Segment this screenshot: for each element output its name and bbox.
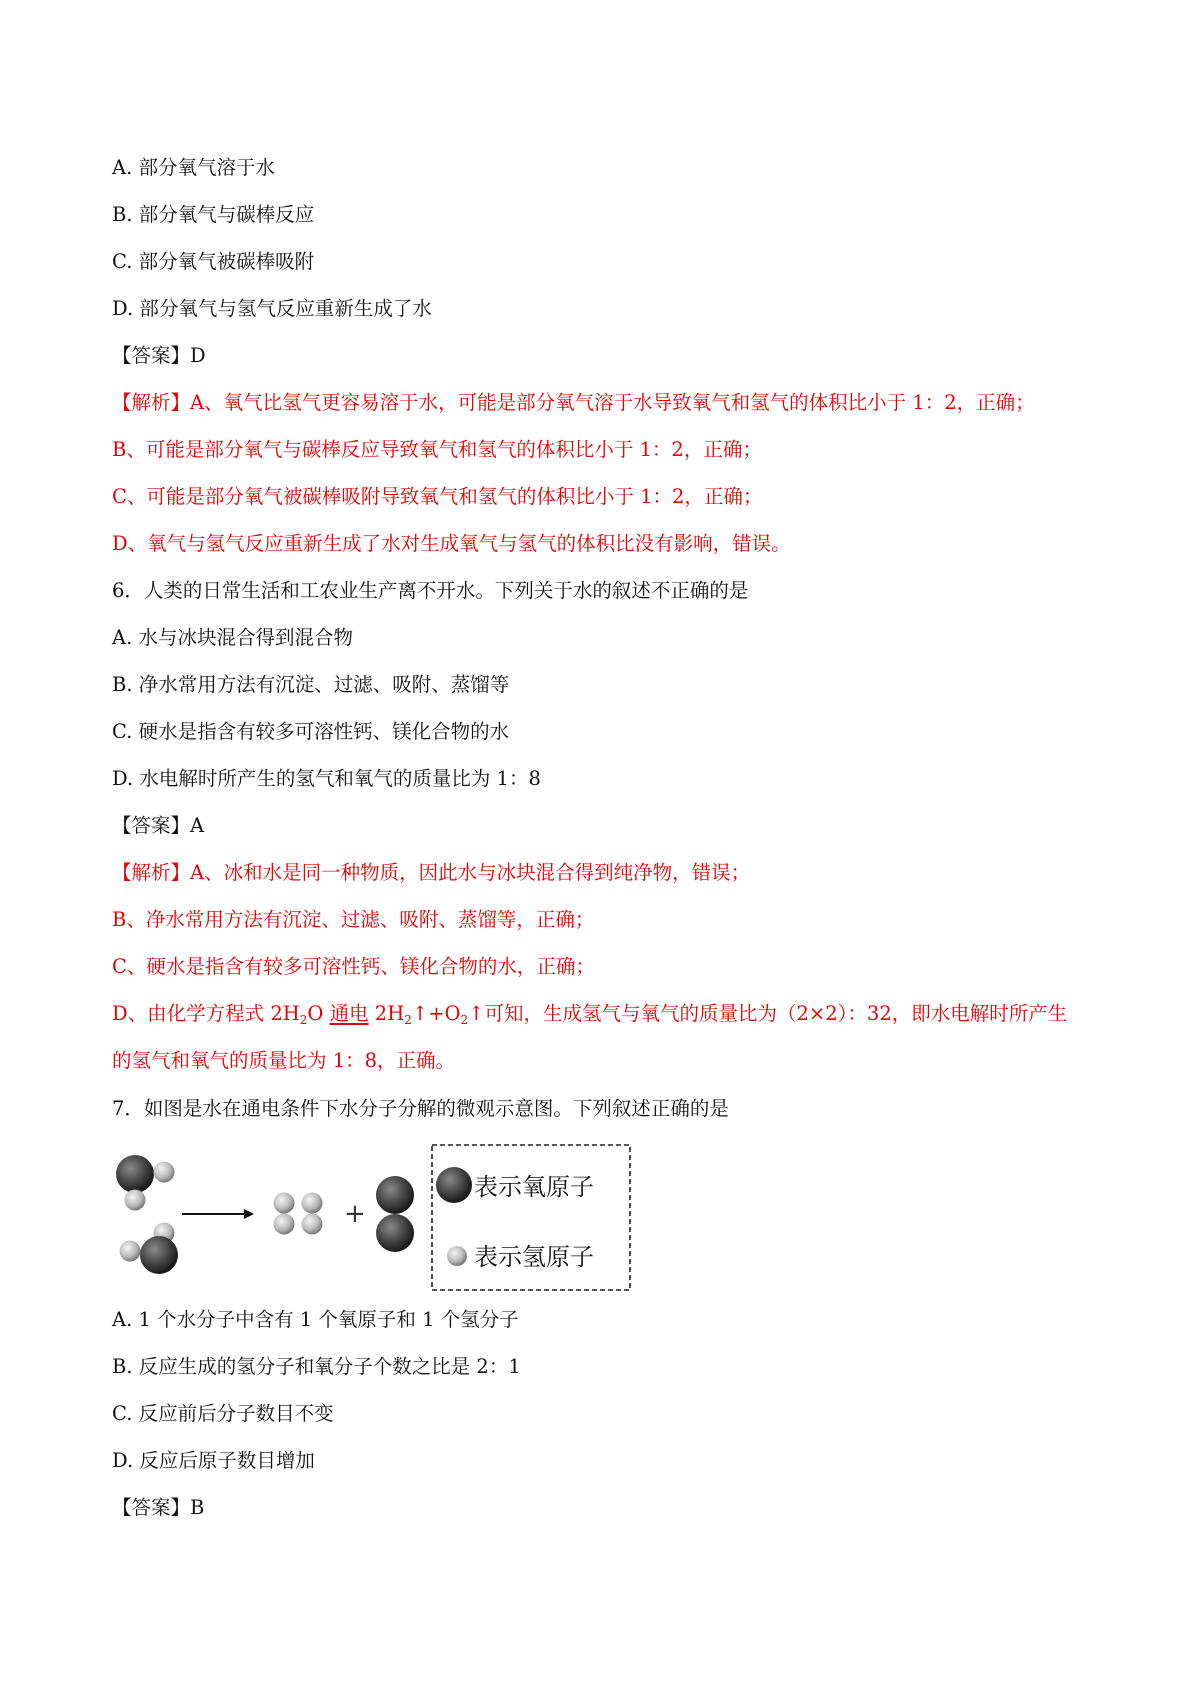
subscript: 2 bbox=[299, 1013, 308, 1027]
q6-analysis-line-5: 的氢气和氧气的质量比为 1：8，正确。 bbox=[112, 1049, 456, 1072]
analysis-label: 【解析】 bbox=[112, 861, 191, 884]
q6-analysis-line-1 bbox=[112, 858, 750, 888]
legend bbox=[432, 1145, 630, 1290]
q7-stem: 7．如图是水在通电条件下水分子分解的微观示意图。下列叙述正确的是 bbox=[112, 1097, 729, 1120]
answer-value: A bbox=[190, 814, 205, 837]
analysis-text: A、氧气比氢气更容易溶于水，可能是部分氧气溶于水导致氧气和氢气的体积比小于 1：2，正确； bbox=[190, 391, 1035, 414]
subscript: 2 bbox=[460, 1013, 469, 1027]
hydrogen-molecule bbox=[274, 1193, 295, 1235]
oxygen-atom bbox=[376, 1214, 414, 1252]
analysis-text: A、冰和水是同一种物质，因此水与冰块混合得到纯净物，错误； bbox=[190, 861, 751, 884]
hydrogen-atom bbox=[120, 1241, 141, 1262]
q6-analysis-line-4 bbox=[112, 999, 1067, 1035]
q6-answer bbox=[112, 811, 204, 841]
hydrogen-atom bbox=[154, 1162, 175, 1183]
answer-value: B bbox=[190, 1496, 205, 1519]
equation-part: ↑+O bbox=[411, 1002, 461, 1025]
hydrogen-atom bbox=[302, 1193, 323, 1214]
equation-part: ↑可知，生成氢气与氧气的质量比为（2×2）：32，即水电解时所产生 bbox=[468, 1002, 1068, 1025]
oxygen-atom bbox=[140, 1236, 178, 1274]
q6-option-c: C. 硬水是指含有较多可溶性钙、镁化合物的水 bbox=[112, 720, 510, 743]
equation-part: D、由化学方程式 2H bbox=[112, 1002, 300, 1025]
water-electrolysis-diagram bbox=[112, 1143, 632, 1293]
q5-option-c: C. 部分氧气被碳棒吸附 bbox=[112, 250, 315, 273]
hydrogen-atom bbox=[125, 1190, 146, 1211]
reaction-arrow bbox=[182, 1209, 254, 1219]
analysis-label: 【解析】 bbox=[112, 391, 191, 414]
q5-answer bbox=[112, 341, 206, 371]
q5-analysis-line-3: C、可能是部分氧气被碳棒吸附导致氧气和氢气的体积比小于 1：2，正确； bbox=[112, 485, 763, 508]
answer-label: 【答案】 bbox=[112, 1496, 191, 1519]
q7-option-d: D. 反应后原子数目增加 bbox=[112, 1449, 315, 1472]
q6-analysis-line-3: C、硬水是指含有较多可溶性钙、镁化合物的水，正确； bbox=[112, 955, 595, 978]
q6-option-d: D. 水电解时所产生的氢气和氧气的质量比为 1：8 bbox=[112, 767, 541, 790]
oxygen-atom bbox=[116, 1155, 154, 1193]
q6-option-b: B. 净水常用方法有沉淀、过滤、吸附、蒸馏等 bbox=[112, 673, 510, 696]
oxygen-molecule bbox=[376, 1176, 414, 1252]
hydrogen-molecule bbox=[302, 1193, 323, 1235]
answer-label: 【答案】 bbox=[112, 344, 191, 367]
legend-hydrogen-symbol bbox=[447, 1246, 467, 1266]
legend-oxygen-symbol bbox=[436, 1167, 472, 1203]
q5-analysis-line-1 bbox=[112, 388, 1035, 418]
reaction-condition: 通电 bbox=[329, 1002, 369, 1025]
q7-answer bbox=[112, 1493, 204, 1523]
legend-oxygen-label: 表示氧原子 bbox=[474, 1173, 594, 1201]
q5-option-a: A. 部分氧气溶于水 bbox=[112, 156, 275, 179]
q7-option-a: A. 1 个水分子中含有 1 个氧原子和 1 个氢分子 bbox=[112, 1308, 519, 1331]
hydrogen-atom bbox=[302, 1214, 323, 1235]
equation-part: O bbox=[307, 1002, 330, 1025]
hydrogen-atom bbox=[274, 1214, 295, 1235]
answer-label: 【答案】 bbox=[112, 814, 191, 837]
q5-analysis-line-2: B、可能是部分氧气与碳棒反应导致氧气和氢气的体积比小于 1：2，正确； bbox=[112, 438, 762, 461]
equation-part: 2H bbox=[368, 1002, 405, 1025]
water-molecule bbox=[120, 1223, 179, 1275]
q5-option-d: D. 部分氧气与氢气反应重新生成了水 bbox=[112, 297, 432, 320]
q6-option-a: A. 水与冰块混合得到混合物 bbox=[112, 626, 353, 649]
subscript: 2 bbox=[404, 1013, 412, 1027]
answer-value: D bbox=[190, 344, 206, 367]
legend-hydrogen-label: 表示氢原子 bbox=[474, 1243, 594, 1271]
q5-analysis-line-4: D、氧气与氢气反应重新生成了水对生成氧气与氢气的体积比没有影响，错误。 bbox=[112, 532, 791, 555]
q6-stem: 6．人类的日常生活和工农业生产离不开水。下列关于水的叙述不正确的是 bbox=[112, 579, 749, 602]
q7-option-b: B. 反应生成的氢分子和氧分子个数之比是 2：1 bbox=[112, 1355, 521, 1378]
q5-option-b: B. 部分氧气与碳棒反应 bbox=[112, 203, 315, 226]
hydrogen-atom bbox=[274, 1193, 295, 1214]
plus-sign: + bbox=[344, 1199, 366, 1229]
water-molecule bbox=[116, 1155, 175, 1211]
oxygen-atom bbox=[376, 1176, 414, 1214]
q6-analysis-line-2: B、净水常用方法有沉淀、过滤、吸附、蒸馏等，正确； bbox=[112, 908, 595, 931]
q7-option-c: C. 反应前后分子数目不变 bbox=[112, 1402, 334, 1425]
